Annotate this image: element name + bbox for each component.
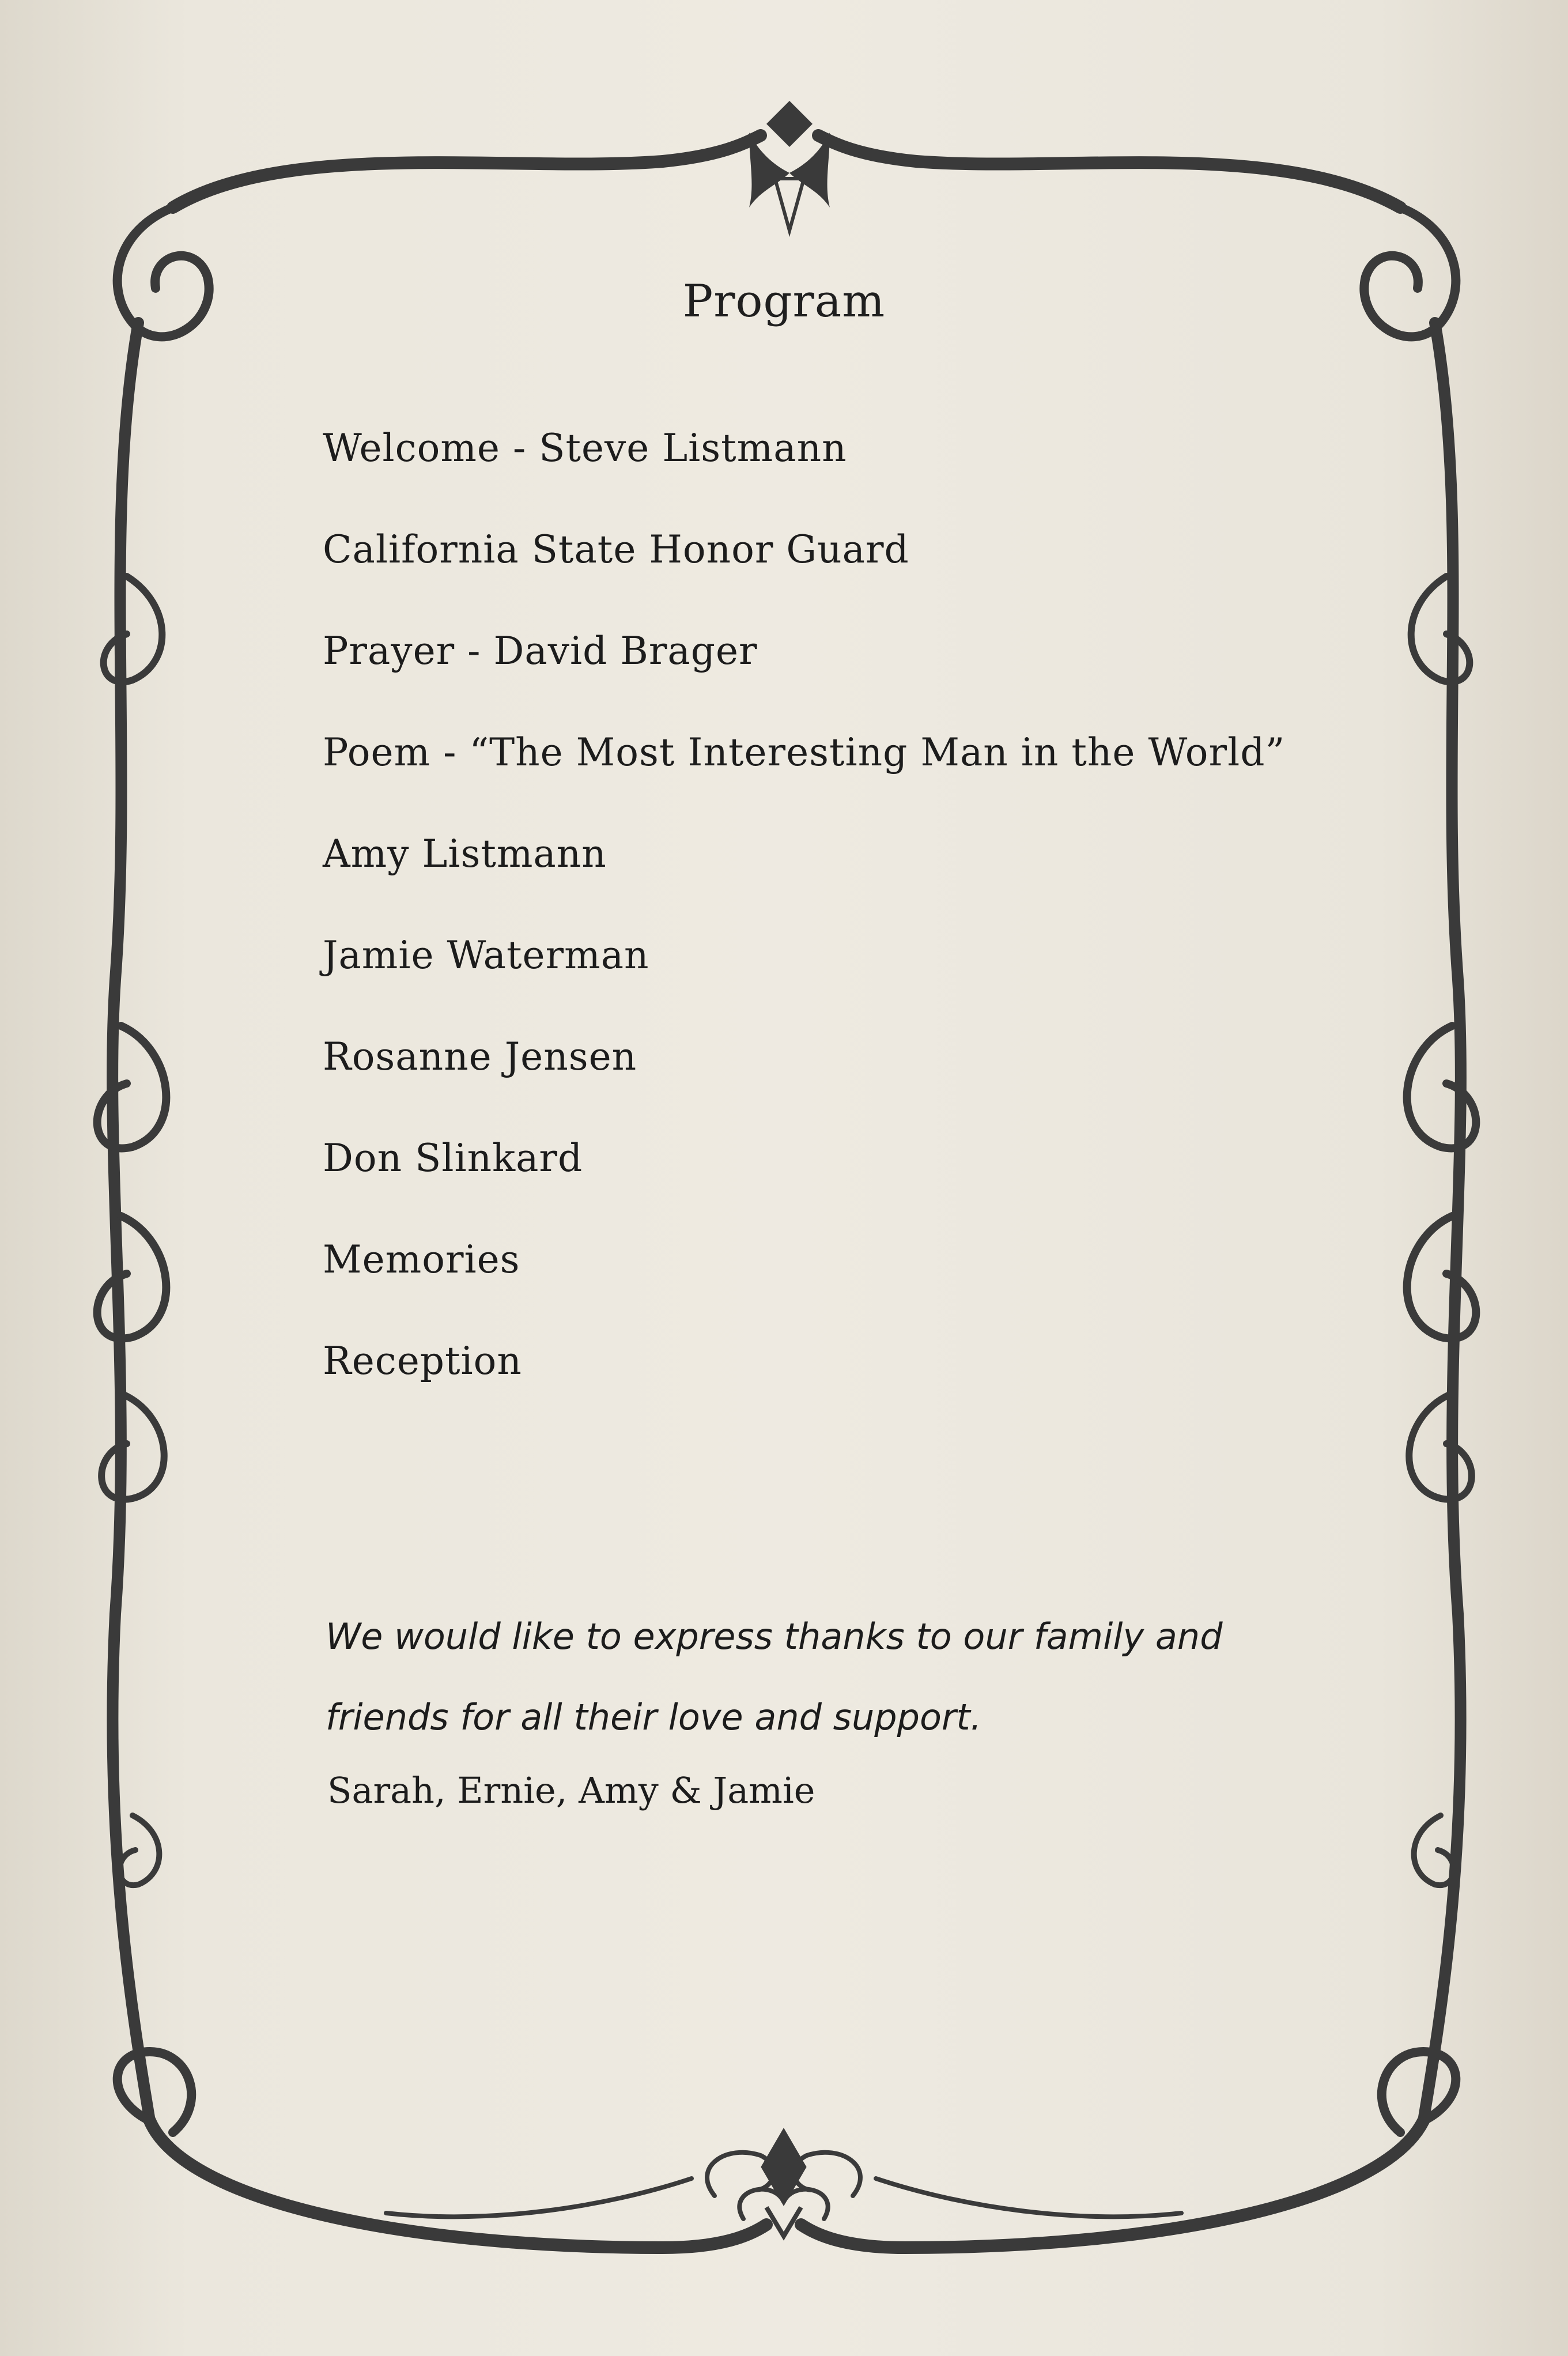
program-item: Reception <box>323 1339 522 1383</box>
thanks-message: We would like to express thanks to our family and friends for all their love and support. <box>326 1615 1223 1738</box>
program-item: Amy Listmann <box>323 832 607 876</box>
family-signature: Sarah, Ernie, Amy & Jamie <box>327 1769 815 1811</box>
top-ornament-icon <box>749 101 830 231</box>
program-item: Welcome - Steve Listmann <box>323 426 847 470</box>
program-item: California State Honor Guard <box>323 527 909 572</box>
program-title: Program <box>682 275 886 327</box>
program-item: Poem - “The Most Interesting Man in the World” <box>323 730 1286 775</box>
program-item: Jamie Waterman <box>323 933 649 977</box>
program-item: Rosanne Jensen <box>323 1034 637 1079</box>
program-item: Don Slinkard <box>323 1136 583 1180</box>
program-item: Prayer - David Brager <box>323 629 758 673</box>
program-item: Memories <box>323 1237 520 1282</box>
program-list <box>323 420 1285 1434</box>
